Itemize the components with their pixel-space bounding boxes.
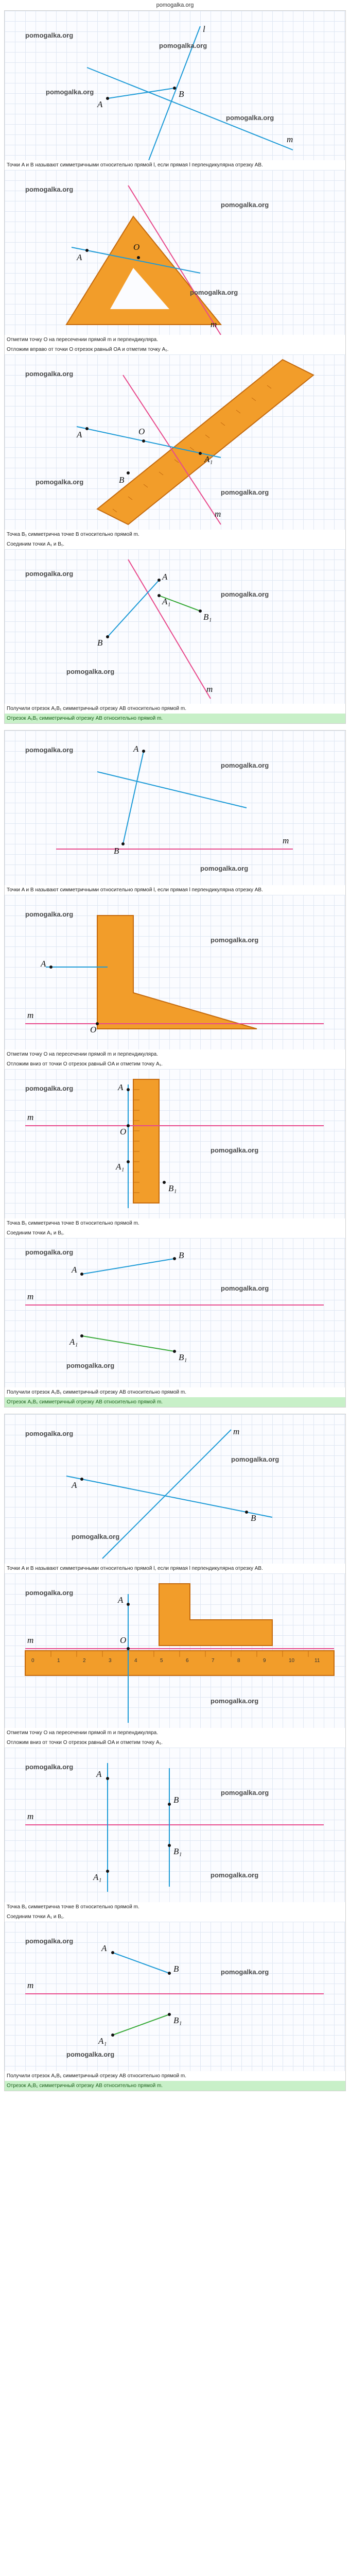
figure-7 — [5, 1069, 345, 1218]
figure-6-drawing — [5, 895, 345, 1049]
watermark: pomogalka.org — [25, 570, 74, 578]
watermark: pomogalka.org — [221, 1789, 269, 1797]
point-a-dot — [127, 1603, 130, 1606]
figure-12 — [5, 1922, 345, 2071]
caption-answer: Отрезок A₁B₁ симметричный отрезку AB относительно прямой m. — [5, 2081, 345, 2091]
caption-intro-1: Точки A и B называют симметричными относительно прямой l, если прямая l перпендикулярна отрезку AB. — [7, 162, 263, 168]
watermark: pomogalka.org — [25, 185, 74, 193]
point-a1-dot — [106, 1870, 109, 1873]
point-b-dot — [173, 87, 176, 90]
point-a-dot — [85, 249, 89, 252]
label-m: m — [27, 1980, 34, 1990]
caption-step-4: Соединим точки A₁ и B₁. — [7, 1230, 65, 1236]
caption-step-1: Отметим точку O на пересечении прямой m и перпендикуляра. — [7, 1730, 158, 1736]
point-a1-dot — [199, 452, 202, 455]
segment-a1b1 — [113, 2014, 169, 2035]
label-b1: B₁ — [173, 1846, 182, 1856]
label-a: A — [101, 1943, 107, 1953]
point-a1-dot — [111, 2033, 114, 2037]
caption-step-4: Соединим точки A₁ и B₁. — [7, 1914, 65, 1920]
label-a1: A₁ — [93, 1872, 102, 1882]
label-o: O — [120, 1635, 127, 1645]
ruler-tick-label: 2 — [83, 1658, 86, 1664]
label-b: B — [97, 638, 103, 648]
label-a: A — [97, 99, 103, 109]
watermark: pomogalka.org — [25, 1589, 74, 1597]
point-a-dot — [80, 1478, 83, 1481]
watermark: pomogalka.org — [231, 1455, 279, 1463]
watermark: pomogalka.org — [211, 1871, 259, 1879]
figure-11 — [5, 1748, 345, 1902]
point-b1-dot — [163, 1181, 166, 1184]
point-b-dot — [168, 1803, 171, 1806]
caption-step-1: Отметим точку O на пересечении прямой m и перпендикуляра. — [7, 337, 158, 343]
figure-8-drawing — [5, 1238, 345, 1387]
point-o-dot — [137, 256, 140, 259]
label-b: B — [179, 1250, 184, 1260]
point-b-dot — [168, 1972, 171, 1975]
caption-step-4: Соединим точки A₁ и B₁. — [7, 541, 65, 547]
label-a1: A₁ — [69, 1337, 78, 1347]
caption-step-2: Отложим вниз от точки O отрезок равный OA и отметим точку A₁. — [7, 1061, 163, 1067]
watermark: pomogalka.org — [221, 488, 269, 496]
figure-10 — [5, 1573, 345, 1728]
ruler-tick-label: 4 — [134, 1658, 137, 1664]
ruler-tick-label: 0 — [31, 1658, 34, 1664]
watermark: pomogalka.org — [159, 42, 207, 49]
point-b-dot — [245, 1511, 248, 1514]
label-m: m — [27, 1811, 34, 1821]
label-b: B — [119, 475, 125, 485]
ruler-tick-label: 8 — [237, 1658, 240, 1664]
watermark: pomogalka.org — [25, 370, 74, 378]
segment-ab — [113, 1953, 169, 1973]
ruler-tick-label: 6 — [186, 1658, 189, 1664]
caption-step-3: Точка B₁ симметрична точке B относительно прямой m. — [7, 532, 139, 537]
point-a-dot — [106, 1777, 109, 1780]
point-b-dot — [173, 1257, 176, 1260]
label-m: m — [211, 319, 217, 329]
figure-6 — [5, 895, 345, 1049]
label-m: m — [215, 509, 221, 519]
line-m — [87, 67, 293, 150]
site-header — [0, 0, 350, 10]
ruler-tick-label: 7 — [212, 1658, 215, 1664]
watermark: pomogalka.org — [221, 201, 269, 209]
line-l — [97, 772, 247, 808]
figure-5 — [5, 731, 345, 885]
point-a-dot — [111, 1951, 114, 1954]
watermark: pomogalka.org — [211, 1146, 259, 1154]
figure-2-drawing — [5, 170, 345, 335]
figure-5-drawing — [5, 731, 345, 885]
label-a1: A₁ — [204, 454, 213, 464]
segment-ab — [108, 580, 159, 637]
label-o: O — [133, 242, 140, 252]
label-b1: B₁ — [203, 612, 212, 622]
caption-step-3: Точка B₁ симметрична точке B относительно прямой m. — [7, 1904, 139, 1910]
ruler-tick-label: 10 — [289, 1658, 295, 1664]
segment-ab — [82, 1259, 174, 1274]
watermark: pomogalka.org — [25, 1248, 74, 1256]
watermark: pomogalka.org — [25, 1937, 74, 1945]
point-a-dot — [142, 750, 145, 753]
label-b: B — [173, 1795, 179, 1805]
watermark: pomogalka.org — [221, 590, 269, 598]
section-part2 — [4, 730, 346, 1408]
ruler-tick-label: 1 — [57, 1658, 60, 1664]
label-m: m — [233, 1427, 240, 1436]
point-o-dot — [127, 1647, 130, 1650]
watermark: pomogalka.org — [46, 88, 94, 96]
watermark: pomogalka.org — [211, 1697, 259, 1705]
figure-11-drawing — [5, 1748, 345, 1902]
label-m: m — [27, 1635, 34, 1645]
ruler-tick-label: 5 — [160, 1658, 163, 1664]
point-b1-dot — [168, 2013, 171, 2016]
label-m: m — [27, 1112, 34, 1122]
caption-intro-2: Точки A и B называют симметричными относительно прямой l, если прямая l перпендикулярна отрезку AB. — [7, 887, 263, 893]
caption-step-2: Отложим вниз от точки O отрезок равный OA и отметим точку A₁. — [7, 1740, 163, 1745]
label-a: A — [96, 1769, 102, 1779]
caption-step-2: Отложим вправо от точки O отрезок равный OA и отметим точку A₁. — [7, 347, 169, 352]
label-b: B — [173, 1964, 179, 1974]
watermark: pomogalka.org — [66, 668, 115, 675]
label-a: A — [77, 430, 82, 439]
caption-step-1: Отметим точку O на пересечении прямой m и перпендикуляра. — [7, 1052, 158, 1057]
caption-result: Получили отрезок A₁B₁ симметричный отрезку AB относительно прямой m. — [7, 2073, 186, 2079]
watermark: pomogalka.org — [72, 1533, 120, 1540]
point-a-dot — [85, 427, 89, 430]
label-b1: B₁ — [179, 1352, 187, 1362]
watermark: pomogalka.org — [25, 1084, 74, 1092]
point-o-dot — [142, 439, 145, 443]
watermark: pomogalka.org — [36, 478, 84, 486]
section-part3 — [4, 1414, 346, 2091]
watermark: pomogalka.org — [221, 1968, 269, 1976]
watermark: pomogalka.org — [25, 31, 74, 39]
label-o: O — [138, 427, 145, 436]
point-a1-dot — [157, 594, 161, 597]
point-o-dot — [127, 1124, 130, 1127]
label-m: m — [283, 836, 289, 845]
figure-1 — [5, 11, 345, 160]
point-b1-dot — [168, 1844, 171, 1847]
label-b: B — [114, 846, 119, 856]
point-a-dot — [127, 1088, 130, 1091]
watermark: pomogalka.org — [211, 936, 259, 944]
segment-a1b1 — [82, 1336, 174, 1351]
watermark: pomogalka.org — [25, 1763, 74, 1771]
label-a: A — [72, 1265, 77, 1275]
ruler — [97, 360, 313, 524]
watermark: pomogalka.org — [221, 761, 269, 769]
point-b-dot — [106, 635, 109, 638]
label-a: A — [118, 1082, 124, 1092]
figure-3 — [5, 354, 345, 530]
site-name: pomogalka.org — [156, 2, 194, 8]
figure-10-drawing — [5, 1573, 345, 1728]
perpendicular-line — [66, 1476, 272, 1517]
figure-3-drawing — [5, 354, 345, 530]
set-square — [159, 1584, 272, 1646]
label-m: m — [206, 684, 213, 694]
label-m: m — [27, 1292, 34, 1301]
figure-4 — [5, 549, 345, 704]
point-a1-dot — [127, 1160, 130, 1163]
point-a-dot — [157, 579, 161, 582]
label-b: B — [251, 1513, 256, 1523]
point-a-dot — [49, 965, 52, 969]
watermark: pomogalka.org — [190, 289, 238, 296]
label-a: A — [41, 959, 46, 969]
label-a1: A₁ — [116, 1162, 125, 1172]
point-b-dot — [127, 471, 130, 474]
line-m — [128, 560, 211, 699]
figure-9 — [5, 1414, 345, 1564]
point-b1-dot — [173, 1350, 176, 1353]
label-a: A — [162, 572, 168, 582]
caption-result: Получили отрезок A₁B₁ симметричный отрезку AB относительно прямой m. — [7, 706, 186, 711]
point-a1-dot — [80, 1334, 83, 1337]
label-b1: B₁ — [168, 1183, 177, 1193]
label-b: B — [179, 89, 184, 99]
label-a: A — [133, 744, 139, 754]
label-a: A — [72, 1480, 77, 1490]
label-a: A — [118, 1595, 124, 1605]
point-b-dot — [121, 842, 125, 845]
watermark: pomogalka.org — [221, 1284, 269, 1292]
caption-answer: Отрезок A₁B₁ симметричный отрезку AB относительно прямой m. — [5, 714, 345, 723]
label-a1: A₁ — [162, 597, 171, 606]
section-part1 — [4, 10, 346, 724]
ruler-tick-label: 11 — [314, 1658, 320, 1664]
watermark: pomogalka.org — [25, 746, 74, 754]
point-a-dot — [106, 97, 109, 100]
watermark: pomogalka.org — [226, 114, 274, 122]
watermark: pomogalka.org — [25, 910, 74, 918]
watermark: pomogalka.org — [200, 865, 249, 872]
ruler-tick-label: 3 — [109, 1658, 112, 1664]
label-m: m — [27, 1010, 34, 1020]
caption-result: Получили отрезок A₁B₁ симметричный отрезку AB относительно прямой m. — [7, 1389, 186, 1395]
figure-8 — [5, 1238, 345, 1387]
line-m — [102, 1430, 231, 1558]
label-m: m — [287, 134, 293, 144]
caption-step-3: Точка B₁ симметрична точке B относительно прямой m. — [7, 1221, 139, 1226]
watermark: pomogalka.org — [66, 2050, 115, 2058]
watermark: pomogalka.org — [66, 1362, 115, 1369]
label-a1: A₁ — [98, 2036, 107, 2046]
caption-answer: Отрезок A₁B₁ симметричный отрезку AB относительно прямой m. — [5, 1397, 345, 1407]
set-square — [97, 916, 257, 1029]
point-b1-dot — [199, 609, 202, 613]
watermark: pomogalka.org — [25, 1430, 74, 1437]
label-b1: B₁ — [173, 2015, 182, 2025]
segment-ab — [123, 751, 144, 844]
label-o: O — [90, 1025, 97, 1035]
label-o: O — [120, 1127, 127, 1137]
figure-2 — [5, 170, 345, 335]
label-a: A — [77, 252, 82, 262]
ruler-tick-label: 9 — [263, 1658, 266, 1664]
point-a-dot — [80, 1273, 83, 1276]
label-l: l — [203, 24, 205, 34]
caption-intro-3: Точки A и B называют симметричными относительно прямой l, если прямая l перпендикулярна отрезку AB. — [7, 1566, 263, 1571]
